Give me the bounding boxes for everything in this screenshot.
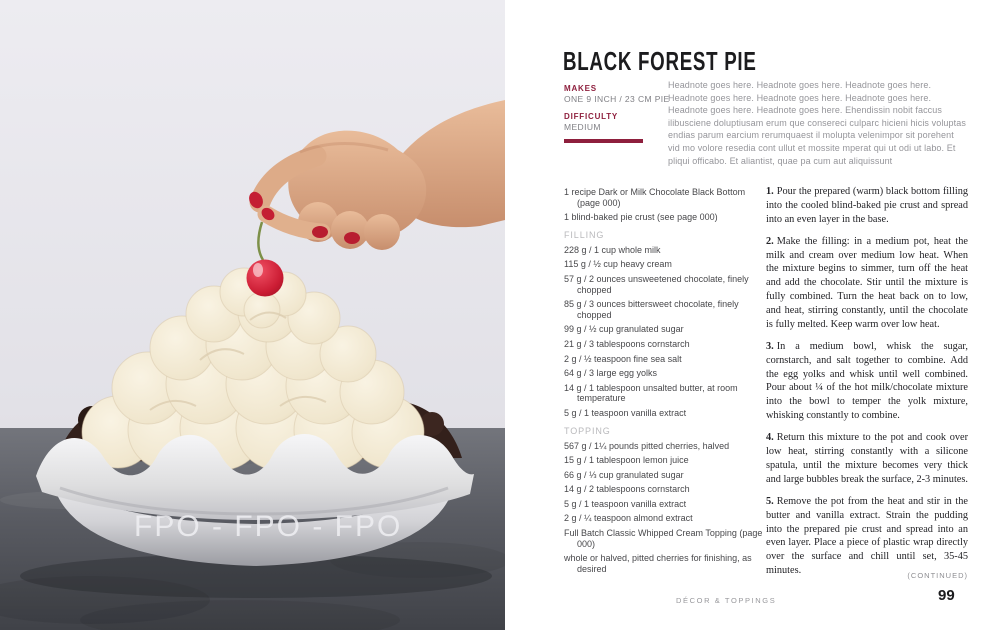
ingredient-item: 2 g / ¼ teaspoon almond extract [564, 513, 693, 524]
recipe-page [505, 0, 1000, 630]
ingredient-item: 1 recipe Dark or Milk Chocolate Black Bottom (page 000) [564, 187, 746, 208]
headnote: Headnote goes here. Headnote goes here. Headnote goes here. Headnote goes here. Headnote goes here. Headnote goes here. Headnote goes here. Headnote goes here. Ehendissin nobit faccus ilibusciene doluptiusam erum que consereci culparc hicieni hicis voluptas endias parum earcium rerumquaest il molupta velenimpor sit porehent vid mo volore resedia cont ullut et mossite mperat qui ut odi ut labo. Et pliqui officabo. Et aliantist, quae pa cum aut aliquissunt [668, 80, 966, 166]
instructions-column [766, 185, 968, 586]
ingredient-item: 15 g / 1 tablespoon lemon juice [564, 455, 689, 466]
ingredient-item: 57 g / 2 ounces unsweetened chocolate, finely chopped [564, 273, 749, 295]
step-text: Remove the pot from the heat and stir in the butter and vanilla extract. Strain the pudding into the prepared pie crust and spread into an even layer. Place a piece of plastic wrap directly over the surface and chill until set, 35-45 minutes. [766, 495, 968, 576]
ingredient-item: 2 g / ½ teaspoon fine sea salt [564, 353, 682, 364]
difficulty-label: DIFFICULTY [564, 112, 619, 121]
recipe-meta [564, 84, 674, 140]
accent-rule [564, 139, 643, 143]
step-text: Return this mixture to the pot and cook over low heat, stirring constantly with a silicone spatula, until the mixture becomes very thick and large bubbles break the surface, 2-3 minutes. [766, 432, 968, 485]
ingredient-item: 5 g / 1 teaspoon vanilla extract [564, 498, 687, 509]
ingredient-item: 5 g / 1 teaspoon vanilla extract [564, 407, 687, 418]
step-number: 4. [766, 432, 774, 444]
nail [344, 232, 360, 244]
ingredient-item: 85 g / 3 ounces bittersweet chocolate, finely chopped [564, 299, 739, 320]
ingredient-item: 99 g / ½ cup granulated sugar [564, 324, 684, 335]
instruction-step [766, 340, 968, 423]
instruction-step [766, 431, 968, 486]
ingredient-item: 1 blind-baked pie crust (see page 000) [564, 212, 718, 223]
ingredient-item: 66 g / ⅓ cup granulated sugar [564, 469, 684, 480]
step-number: 2. [766, 235, 774, 247]
ingredient-item: 228 g / 1 cup whole milk [564, 244, 661, 255]
instruction-step [766, 235, 968, 332]
chapter-footer: DÉCOR & TOPPINGS [676, 596, 777, 605]
instruction-step [766, 185, 968, 226]
ingredients-column [564, 187, 770, 578]
instruction-step [766, 495, 968, 578]
ingredient-item: 115 g / ½ cup heavy cream [564, 259, 672, 270]
makes-value: ONE 9 INCH / 23 CM PIE [564, 94, 670, 104]
ingredients-section-heading: TOPPING [564, 425, 611, 436]
continued-marker: (CONTINUED) [907, 571, 968, 580]
step-number: 3. [766, 340, 774, 352]
step-number: 1. [766, 186, 774, 197]
ingredient-item: 64 g / 3 large egg yolks [564, 368, 658, 379]
ingredient-item: 567 g / 1¼ pounds pitted cherries, halved [564, 440, 730, 451]
recipe-title: BLACK FOREST PIE [563, 46, 757, 76]
ingredient-item: 14 g / 2 tablespoons cornstarch [564, 484, 690, 495]
step-number: 5. [766, 495, 774, 507]
makes-label: MAKES [564, 84, 597, 93]
ingredient-item: Full Batch Classic Whipped Cream Topping (page 000) [564, 528, 763, 549]
step-text: Make the filling: in a medium pot, heat the milk and cream over medium low heat. When the mixture begins to simmer, turn off the heat and add the chocolate. Stir until the mixture is fully combined. Turn the heat back on to low, and heat, stirring constantly, until the chocolate is fully melted. Keep warm over low heat. [766, 235, 968, 330]
step-text: Pour the prepared (warm) black bottom filling into the cooled blind-baked pie crust and spread into an even layer in the base. [766, 186, 968, 225]
nail [312, 226, 328, 238]
fpo-watermark: FPO - FPO - FPO [134, 510, 403, 543]
ingredient-item: 14 g / 1 tablespoon unsalted butter, at room temperature [564, 382, 738, 404]
page-number: 99 [938, 587, 955, 604]
step-text: In a medium bowl, whisk the sugar, cornstarch, and salt together to combine. Add the egg yolks and whisk until well combined. Pour about ¼ of the hot milk/chocolate mixture into the bowl to temper the yolk mixture, whisking constantly to combine. [766, 340, 968, 421]
difficulty-value: MEDIUM [564, 122, 601, 132]
ingredients-section-heading: FILLING [564, 229, 605, 240]
ingredient-item: 21 g / 3 tablespoons cornstarch [564, 338, 690, 349]
ingredient-item: whole or halved, pitted cherries for finishing, as desired [564, 553, 752, 574]
